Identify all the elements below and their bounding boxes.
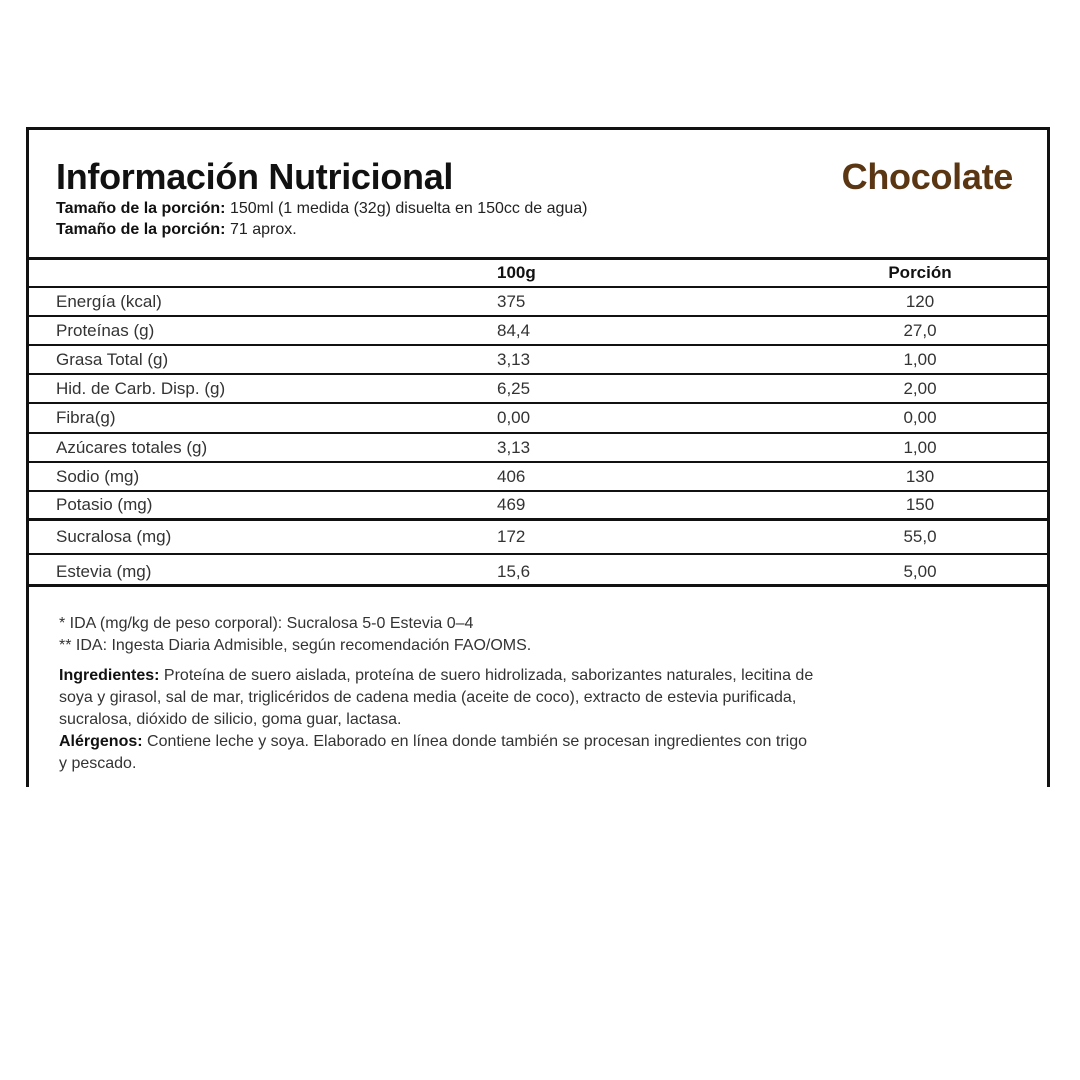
serving-size-label: Tamaño de la porción: <box>56 200 226 217</box>
value-portion: 55,0 <box>903 527 937 546</box>
label-title: Información Nutricional <box>56 156 454 197</box>
nutrient-name: Grasa Total (g) <box>56 349 169 369</box>
servings-per-container <box>56 221 297 239</box>
table-row <box>29 521 1047 555</box>
value-portion: 2,00 <box>903 378 937 398</box>
nutrient-name: Fibra(g) <box>56 408 116 427</box>
nutrient-name: Azúcares totales (g) <box>56 437 208 457</box>
column-header-portion: Porción <box>888 263 952 282</box>
value-portion: 120 <box>905 291 935 311</box>
serving-size <box>56 200 588 218</box>
ingredients-text: Proteína de suero aislada, proteína de suero hidrolizada, saborizantes naturales, lecitina de soya y girasol, sal de mar, triglicéridos de cadena media (aceite de coco), extracto de estevia purificada, sucralosa, dióxido de silicio, goma guar, lactasa. <box>59 667 814 728</box>
nutrient-name: Estevia (mg) <box>56 561 152 581</box>
servings-value: 71 aprox. <box>229 221 297 238</box>
nutrient-name: Potasio (mg) <box>56 495 153 514</box>
servings-label: Tamaño de la porción: <box>56 221 226 238</box>
table-row <box>29 346 1047 375</box>
nutrient-name: Energía (kcal) <box>56 291 162 311</box>
table-row <box>29 492 1047 521</box>
nutrition-table <box>29 257 1047 587</box>
nutrient-name: Sodio (mg) <box>56 466 140 486</box>
table-row <box>29 317 1047 346</box>
table-row <box>29 375 1047 404</box>
label-header <box>29 130 1047 257</box>
table-row <box>29 434 1047 463</box>
table-row <box>29 555 1047 588</box>
allergens-text: Contiene leche y soya. Elaborado en línea donde también se procesan ingredientes con trigo y pescado. <box>59 733 808 772</box>
value-100g: 3,13 <box>497 437 531 457</box>
label-notes <box>59 613 819 775</box>
ida-note: * IDA (mg/kg de peso corporal): Sucralosa 5-0 Estevia 0–4 <box>59 615 474 632</box>
value-100g: 0,00 <box>497 408 531 427</box>
value-portion: 150 <box>905 495 935 514</box>
value-portion: 130 <box>905 466 935 486</box>
value-100g: 172 <box>497 527 526 546</box>
column-header-100g: 100g <box>497 263 536 282</box>
nutrition-label <box>26 127 1050 787</box>
table-row <box>29 463 1047 492</box>
table-row <box>29 404 1047 434</box>
serving-size-value: 150ml (1 medida (32g) disuelta en 150cc de agua) <box>229 200 588 217</box>
value-100g: 6,25 <box>497 378 531 398</box>
flavor-name: Chocolate <box>841 156 1013 197</box>
nutrient-name: Proteínas (g) <box>56 320 155 340</box>
nutrient-name: Hid. de Carb. Disp. (g) <box>56 378 226 398</box>
value-100g: 84,4 <box>497 320 531 340</box>
value-100g: 15,6 <box>497 561 531 581</box>
value-portion: 1,00 <box>903 437 937 457</box>
value-portion: 1,00 <box>903 349 937 369</box>
table-row <box>29 288 1047 317</box>
value-portion: 5,00 <box>903 561 937 581</box>
value-portion: 27,0 <box>903 320 937 340</box>
ingredients <box>59 665 819 775</box>
value-100g: 406 <box>497 466 526 486</box>
nutrient-name: Sucralosa (mg) <box>56 527 172 546</box>
table-header-row <box>29 260 1047 288</box>
value-portion: 0,00 <box>903 408 937 427</box>
ingredients-label: Ingredientes: <box>59 667 160 684</box>
ida-definition-note: ** IDA: Ingesta Diaria Admisible, según recomendación FAO/OMS. <box>59 637 532 654</box>
value-100g: 375 <box>497 291 526 311</box>
allergens-label: Alérgenos: <box>59 733 143 750</box>
value-100g: 469 <box>497 495 526 514</box>
value-100g: 3,13 <box>497 349 531 369</box>
